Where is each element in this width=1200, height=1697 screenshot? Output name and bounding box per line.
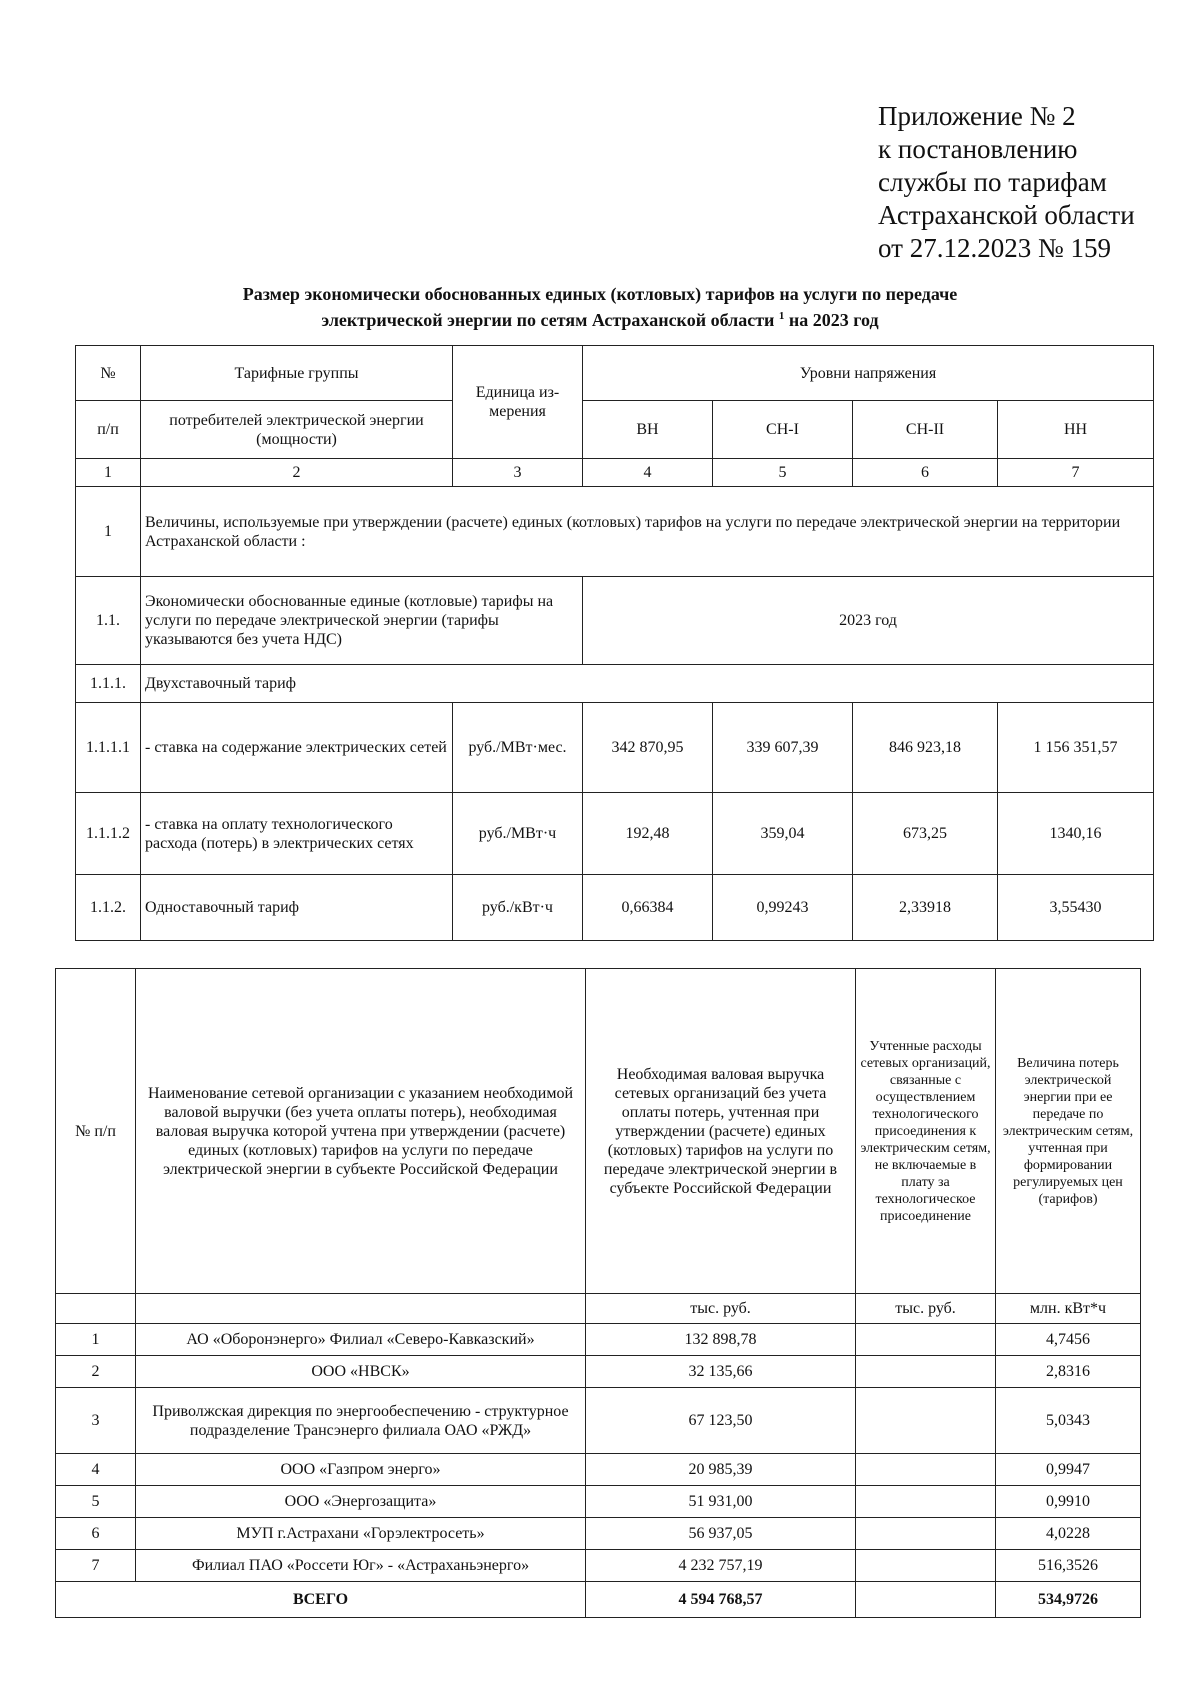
year-label: 2023 год [583,577,1154,665]
org-num: 1 [56,1324,136,1356]
org-losses: 2,8316 [996,1356,1141,1388]
row-value-sn2: 2,33918 [853,875,998,941]
org-name: АО «Оборонэнерго» Филиал «Северо-Кавказский» [136,1324,586,1356]
table-row [76,793,1154,875]
org-losses: 516,3526 [996,1550,1141,1582]
header-unit: Единица из-мерения [453,346,583,459]
title-line-2 [150,305,1050,331]
row-value-nn: 1340,16 [998,793,1154,875]
header-losses: Величина потерь электрической энергии при ее передаче по электрическим сетям, учтенная при формировании регулируемых цен (тарифов) [996,969,1141,1294]
units-empty [56,1294,136,1324]
header-level-sn1: СН-I [713,401,853,459]
row-name: - ставка на оплату технологического расхода (потерь) в электрических сетях [141,793,453,875]
appendix-line: от 27.12.2023 № 159 [878,233,1111,263]
col-number: 1 [76,459,141,487]
title-line-2-end: на 2023 год [788,310,879,330]
table-row [56,1550,1141,1582]
org-expenses [856,1454,996,1486]
col-number: 6 [853,459,998,487]
org-revenue: 67 123,50 [586,1388,856,1454]
row-value-vn: 192,48 [583,793,713,875]
total-row [56,1582,1141,1618]
org-losses: 0,9910 [996,1486,1141,1518]
table-row [56,1356,1141,1388]
col-number: 7 [998,459,1154,487]
organizations-table [55,968,1141,1618]
row-unit: руб./МВт·ч [453,793,583,875]
org-losses: 4,0228 [996,1518,1141,1550]
header-num-1: № [76,346,141,401]
section-text: Экономически обоснованные единые (котловые) тарифы на услуги по передаче электрической энергии (тарифы указываются без учета НДС) [141,577,583,665]
org-revenue: 51 931,00 [586,1486,856,1518]
org-name: ООО «НВСК» [136,1356,586,1388]
header-expenses: Учтенные расходы сетевых организаций, связанные с осуществлением технологического присоединения к электрическим сетям, не включаемые в плату за технологическое присоединение [856,969,996,1294]
table-row [56,1518,1141,1550]
header-level-sn2: СН-II [853,401,998,459]
org-revenue: 132 898,78 [586,1324,856,1356]
org-num: 2 [56,1356,136,1388]
appendix-line: к постановлению [878,134,1078,164]
header-num: № п/п [56,969,136,1294]
org-name: Филиал ПАО «Россети Юг» - «Астраханьэнерго» [136,1550,586,1582]
col-number: 2 [141,459,453,487]
section-text: Величины, используемые при утверждении (расчете) единых (котловых) тарифов на услуги по передаче электрической энергии на территории Астраханской области : [141,487,1154,577]
table-row [56,1324,1141,1356]
org-losses: 5,0343 [996,1388,1141,1454]
total-revenue: 4 594 768,57 [586,1582,856,1618]
appendix-header [878,100,1135,265]
org-expenses [856,1388,996,1454]
header-group-1: Тарифные группы [141,346,453,401]
org-expenses [856,1356,996,1388]
units-empty [136,1294,586,1324]
row-unit: руб./кВт·ч [453,875,583,941]
header-num-2: п/п [76,401,141,459]
unit-revenue: тыс. руб. [586,1294,856,1324]
row-unit: руб./МВт·мес. [453,703,583,793]
org-expenses [856,1518,996,1550]
org-losses: 4,7456 [996,1324,1141,1356]
org-name: МУП г.Астрахани «Горэлектросеть» [136,1518,586,1550]
row-value-vn: 0,66384 [583,875,713,941]
col-number: 5 [713,459,853,487]
org-expenses [856,1550,996,1582]
header-revenue: Необходимая валовая выручка сетевых организаций без учета оплаты потерь, учтенная при утверждении (расчете) единых (котловых) тарифов на услуги по передаче электрической энергии в субъекте Российской Федерации [586,969,856,1294]
org-num: 6 [56,1518,136,1550]
row-value-sn2: 846 923,18 [853,703,998,793]
org-expenses [856,1486,996,1518]
header-level-vn: ВН [583,401,713,459]
org-revenue: 20 985,39 [586,1454,856,1486]
header-group-2: потребителей электрической энергии (мощности) [141,401,453,459]
row-name: - ставка на содержание электрических сетей [141,703,453,793]
org-revenue: 4 232 757,19 [586,1550,856,1582]
row-value-sn2: 673,25 [853,793,998,875]
section-num: 1.1.1. [76,665,141,703]
appendix-line: службы по тарифам [878,167,1107,197]
row-num: 1.1.1.1 [76,703,141,793]
org-losses: 0,9947 [996,1454,1141,1486]
row-num: 1.1.1.2 [76,793,141,875]
row-value-nn: 3,55430 [998,875,1154,941]
org-revenue: 32 135,66 [586,1356,856,1388]
total-losses: 534,9726 [996,1582,1141,1618]
row-value-sn1: 359,04 [713,793,853,875]
row-value-nn: 1 156 351,57 [998,703,1154,793]
total-expenses [856,1582,996,1618]
org-name: ООО «Газпром энерго» [136,1454,586,1486]
section-num: 1.1. [76,577,141,665]
table-row [56,1454,1141,1486]
header-name: Наименование сетевой организации с указанием необходимой валовой выручки (без учета оплаты потерь), необходимая валовая выручка которой учтена при утверждении (расчете) единых (котловых) тарифов на услуги по передаче электрической энергии в субъекте Российской Федерации [136,969,586,1294]
col-number: 3 [453,459,583,487]
table-row [56,1388,1141,1454]
org-name: ООО «Энергозащита» [136,1486,586,1518]
row-value-sn1: 339 607,39 [713,703,853,793]
appendix-line: Астраханской области [878,200,1135,230]
section-text: Двухставочный тариф [141,665,1154,703]
org-num: 7 [56,1550,136,1582]
header-level-nn: НН [998,401,1154,459]
org-num: 5 [56,1486,136,1518]
appendix-line: Приложение № 2 [878,101,1076,131]
org-name: Приволжская дирекция по энергообеспечению - структурное подразделение Трансэнерго филиала ОАО «РЖД» [136,1388,586,1454]
total-label: ВСЕГО [56,1582,586,1618]
unit-expenses: тыс. руб. [856,1294,996,1324]
title-line-2-text: электрической энергии по сетям Астраханской области [321,310,775,330]
org-expenses [856,1324,996,1356]
unit-losses: млн. кВт*ч [996,1294,1141,1324]
title-line-1: Размер экономически обоснованных единых (котловых) тарифов на услуги по передаче [242,284,958,304]
table-row [76,875,1154,941]
col-number: 4 [583,459,713,487]
section-num: 1 [76,487,141,577]
org-num: 3 [56,1388,136,1454]
table-row [56,1486,1141,1518]
document-title [150,283,1050,331]
row-value-sn1: 0,99243 [713,875,853,941]
header-levels: Уровни напряжения [583,346,1154,401]
row-num: 1.1.2. [76,875,141,941]
tariff-table [75,345,1154,941]
table-row [76,703,1154,793]
org-num: 4 [56,1454,136,1486]
org-revenue: 56 937,05 [586,1518,856,1550]
row-value-vn: 342 870,95 [583,703,713,793]
row-name: Одноставочный тариф [141,875,453,941]
footnote-mark: 1 [778,310,785,322]
